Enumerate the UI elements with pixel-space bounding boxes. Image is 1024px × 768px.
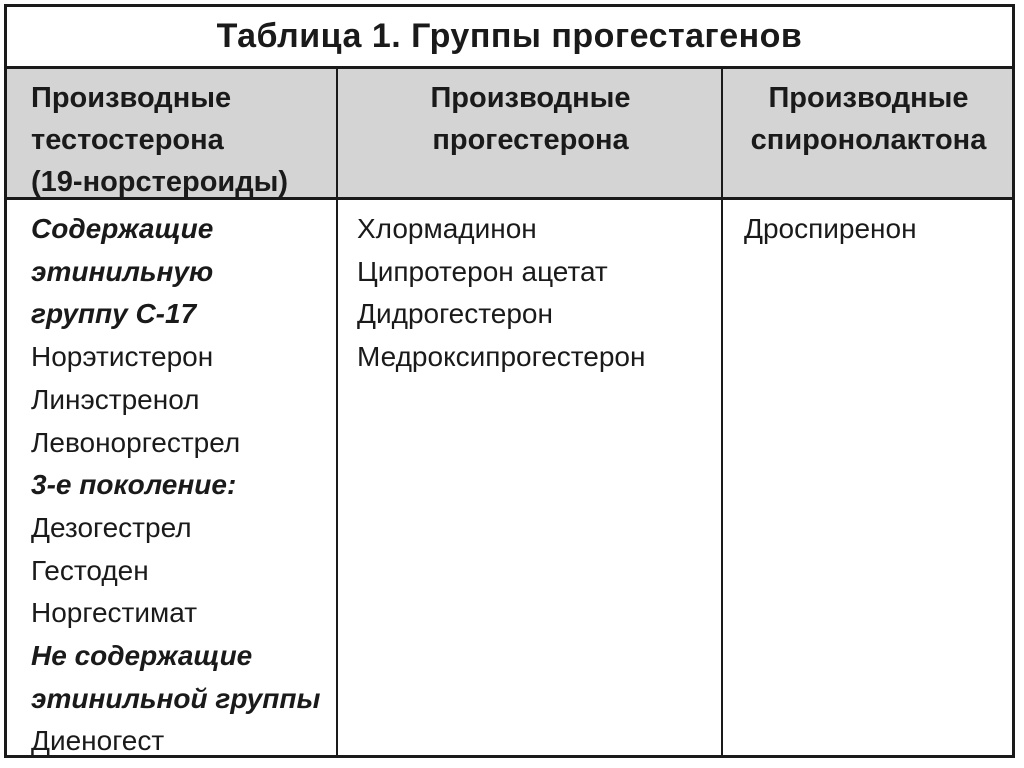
drug-name: Норэтистерон [31,341,214,373]
drug-name: Дидрогестерон [357,298,553,330]
drug-name: Линэстренол [31,383,200,415]
drug-name: Ципротерон ацетат [357,255,608,287]
subgroup-label: группу С-17 [31,298,197,330]
drug-name: Медроксипрогестерон [357,341,646,373]
subgroup-label: Содержащие [31,213,214,244]
subgroup-label: Не содержащие [31,640,253,672]
column-header-line: Производные [768,82,969,114]
drug-name: Норгестимат [31,597,198,629]
table-body-row [7,200,1012,755]
column-header-line: Производные [430,82,631,114]
subgroup-label: этинильную [31,255,214,287]
header-cell-progesterone-derivatives [340,69,721,197]
drug-name: Дроспиренон [744,213,917,244]
column-divider [721,69,723,755]
body-cell-testosterone-derivatives [31,200,331,755]
body-cell-progesterone-derivatives [357,200,717,755]
column-header-line: Производные [31,82,232,114]
column-header-line: прогестерона [432,124,629,156]
body-cell-spironolactone-derivatives [744,200,1014,755]
column-header-line: (19-норстероиды) [31,166,289,198]
table-title: Таблица 1. Группы прогестагенов [7,7,1012,69]
drug-name: Диеногест [31,725,165,757]
drug-name: Левоноргестрел [31,426,241,458]
header-cell-spironolactone-derivatives [725,69,1012,197]
column-divider [336,69,338,755]
drug-name: Дезогестрел [31,511,192,543]
column-header-line: тестостерона [31,124,224,156]
subgroup-label: 3-е поколение: [31,469,237,501]
drug-name: Хлормадинон [357,213,537,244]
subgroup-label: этинильной группы [31,682,321,714]
header-cell-testosterone-derivatives [31,69,331,197]
column-header-line: спиронолактона [750,124,987,156]
table-header-row [7,69,1012,200]
progestagen-groups-table [4,4,1015,758]
drug-name: Гестоден [31,554,149,586]
